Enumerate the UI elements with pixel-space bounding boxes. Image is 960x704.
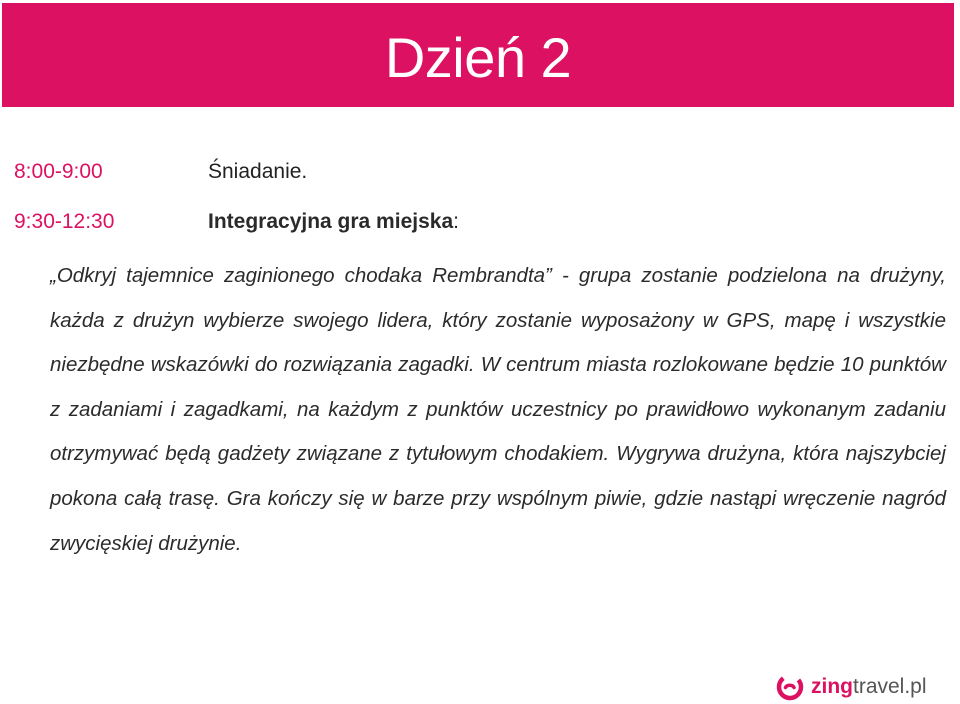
activity-description	[50, 254, 946, 566]
activity-title: Integracyjna gra miejska	[208, 210, 454, 233]
activity-title-colon: :	[453, 210, 459, 233]
description-paragraph-2: Gra kończy się w barze przy wspólnym piwie, gdzie nastąpi wręczenie nagród zwycięskiej drużynie.	[50, 486, 946, 555]
title-bar	[2, 3, 954, 107]
page-title: Dzień 2	[384, 26, 572, 89]
schedule-activity-2	[208, 208, 459, 236]
schedule-time-2: 9:30-12:30	[14, 210, 115, 233]
schedule-activity-1: Śniadanie.	[208, 160, 308, 183]
zing-swirl-icon	[776, 673, 804, 701]
brand-name-zing: zing	[811, 675, 853, 698]
description-paragraph-1: „Odkryj tajemnice zaginionego chodaka Rembrandta” - grupa zostanie podzielona na drużyny, każda z drużyn wybierze swojego lidera, który zostanie wyposażony w GPS, mapę i wszystkie niezbędne wskazówki do rozwiązania zagadki. W centrum miasta rozlokowane będzie 10 punktów z zadaniami i zagadkami, na każdym z punktów uczestnicy po prawidłowo wykonanym zadaniu otrzymywać będą gadżety związane z tytułowym chodakiem. Wygrywa drużyna, która najszybciej pokona całą trasę.	[50, 264, 946, 510]
brand-name	[811, 673, 927, 701]
schedule-time-1: 8:00-9:00	[14, 160, 103, 183]
brand-logo	[776, 670, 927, 704]
brand-name-travel: travel.pl	[853, 675, 927, 698]
